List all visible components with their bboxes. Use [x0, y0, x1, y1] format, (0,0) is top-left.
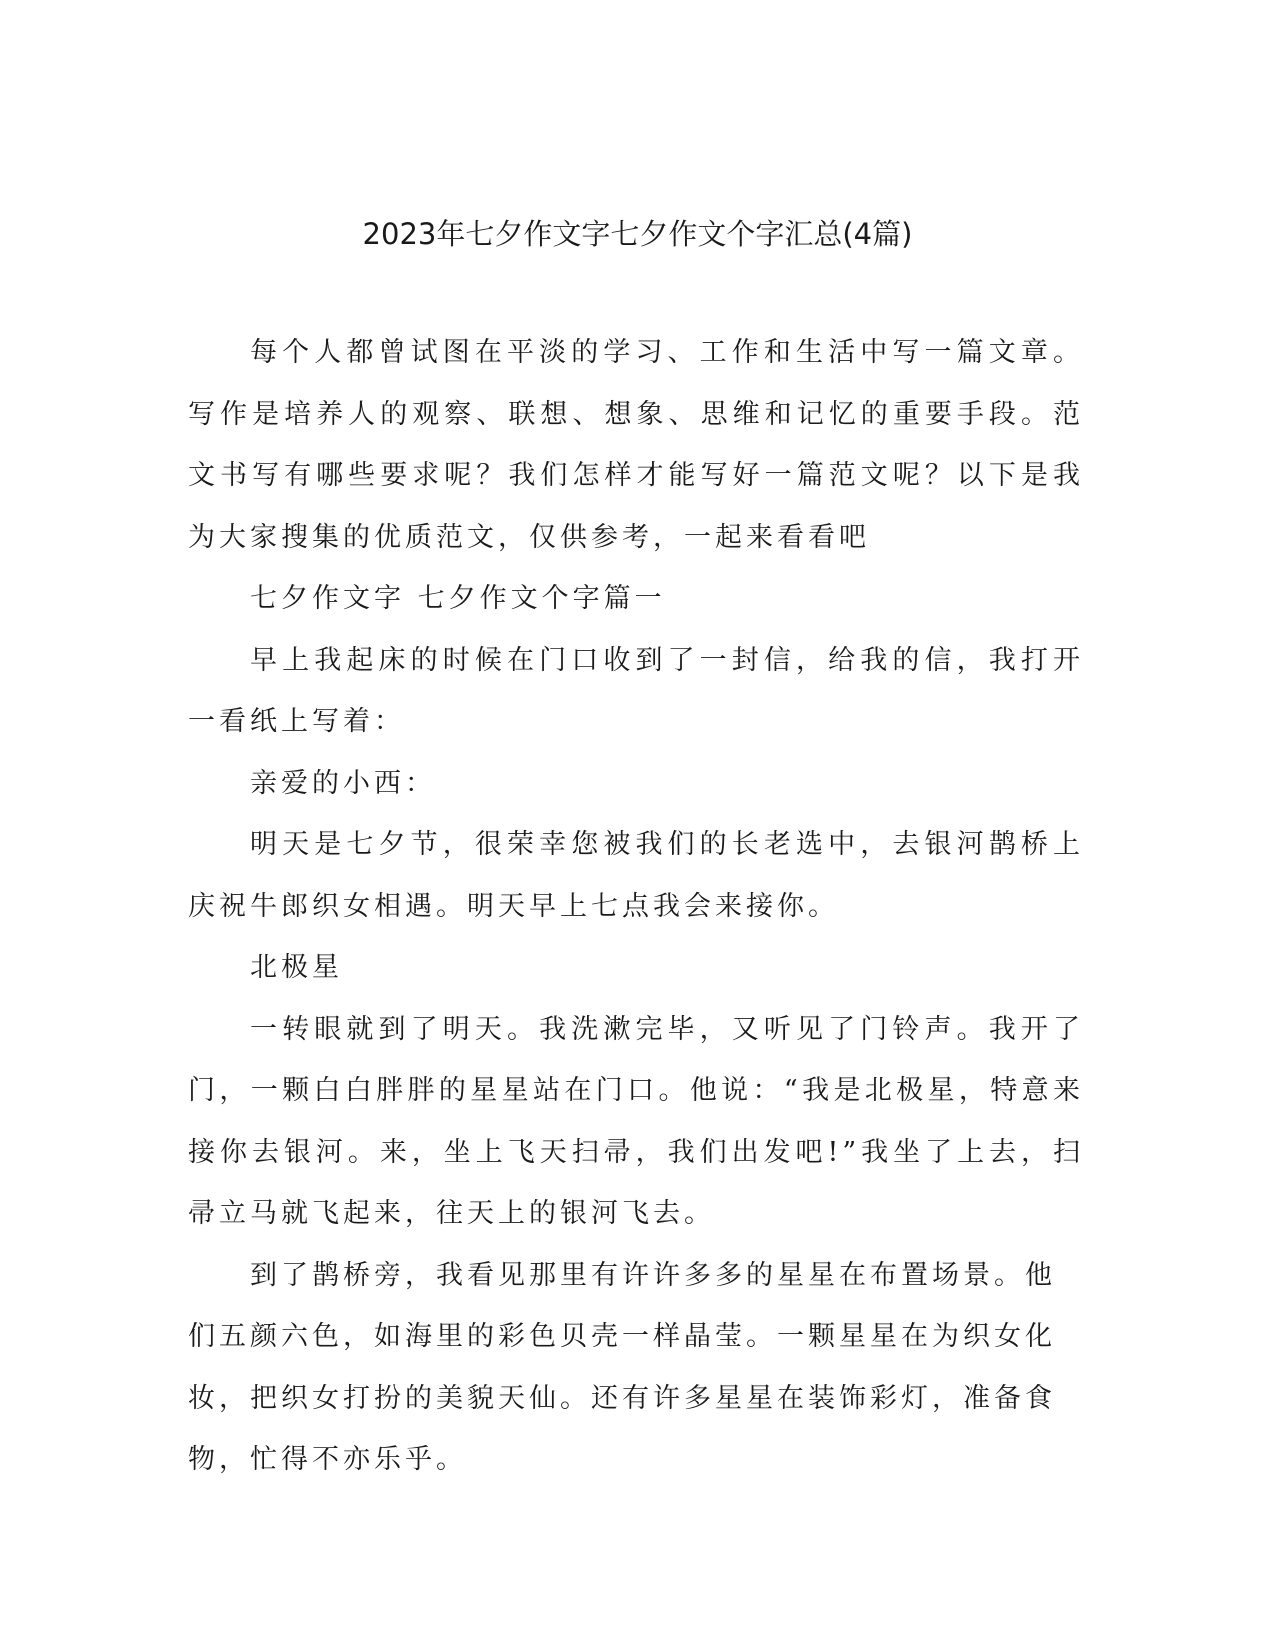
section-heading: 七夕作文字 七夕作文个字篇一: [250, 583, 666, 614]
paragraph: 一转眼就到了明天。我洗漱完毕，又听见了门铃声。我开了门，一颗白白胖胖的星星站在门口。他说：“我是北极星，特意来接你去银河。来，坐上飞天扫帚，我们出发吧!”我坐了上去，扫帚立马就飞起来，往天上的银河飞去。: [188, 1013, 1084, 1229]
paragraph-intro: 每个人都曾试图在平淡的学习、工作和生活中写一篇文章。写作是培养人的观察、联想、想象、思维和记忆的重要手段。范文书写有哪些要求呢？我们怎样才能写好一篇范文呢？以下是我为大家搜集的优质范文，仅供参考，一起来看看吧: [188, 337, 1084, 553]
paragraph: 早上我起床的时候在门口收到了一封信，给我的信，我打开一看纸上写着：: [188, 644, 1084, 737]
letter-salutation: 亲爱的小西：: [250, 767, 436, 799]
letter-signature: 北极星: [250, 952, 343, 983]
document-title: 2023年七夕作文字七夕作文个字汇总(4篇): [362, 217, 913, 251]
paragraph: 明天是七夕节，很荣幸您被我们的长老选中，去银河鹊桥上庆祝牛郎织女相遇。明天早上七点我会来接你。: [188, 829, 1084, 922]
document-body: [188, 322, 1084, 1491]
paragraph: 到了鹊桥旁，我看见那里有许许多多的星星在布置场景。他们五颜六色，如海里的彩色贝壳一样晶莹。一颗星星在为织女化妆，把织女打扮的美貌天仙。还有许多星星在装饰彩灯，准备食物，忙得不亦乐乎。: [188, 1259, 1056, 1475]
